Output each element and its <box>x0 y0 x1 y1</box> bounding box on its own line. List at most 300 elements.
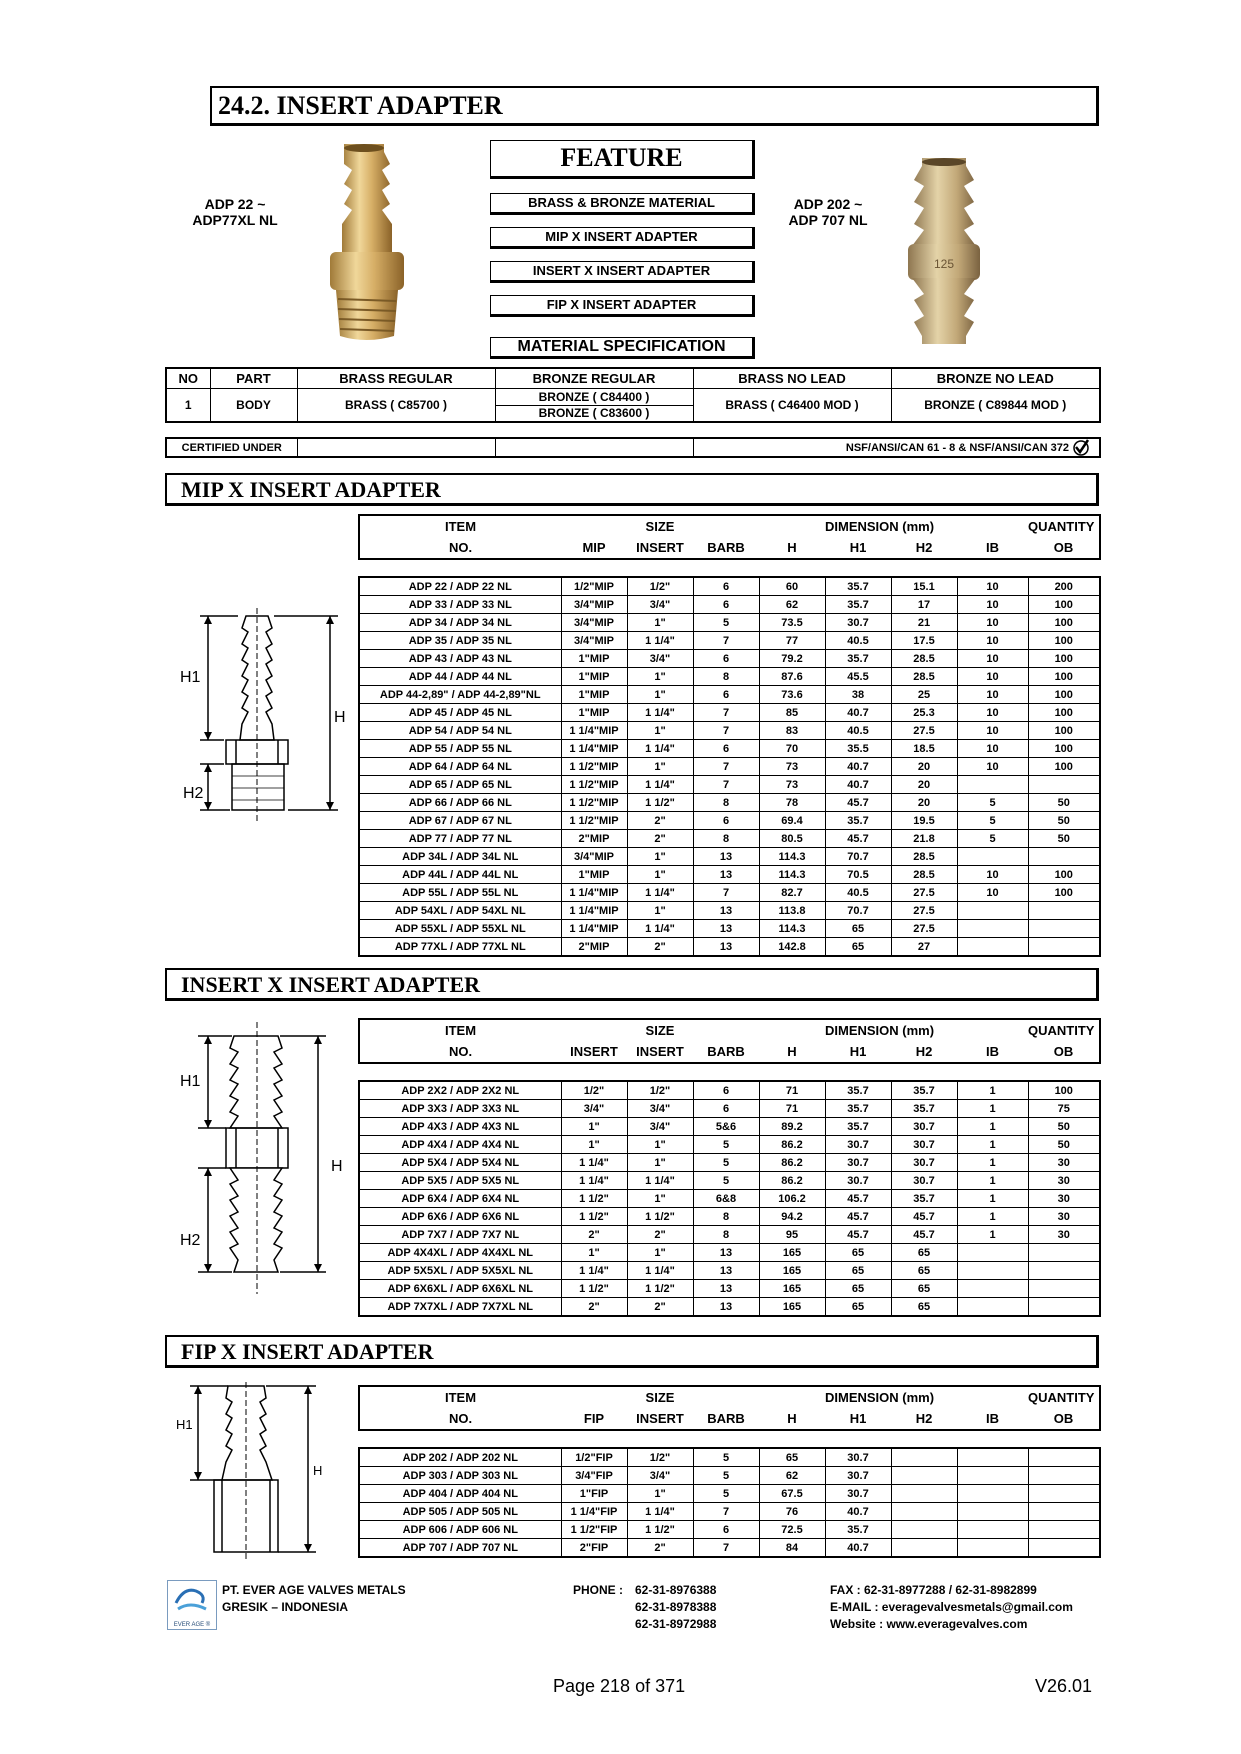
table-cell: 10 <box>957 740 1028 758</box>
page-title-box <box>210 86 1099 126</box>
table-cell: 8 <box>693 1208 759 1226</box>
col-header: H2 <box>915 1411 933 1426</box>
table-cell: 35.7 <box>825 596 891 614</box>
table-cell: 1 1/4" <box>561 1172 627 1190</box>
table-cell: 8 <box>693 830 759 848</box>
table-cell <box>957 1503 1028 1521</box>
header-quantity: QUANTITY <box>1028 1390 1095 1405</box>
table-cell: 7 <box>693 632 759 650</box>
table-cell: 3/4"FIP <box>561 1467 627 1485</box>
table-row <box>359 1208 1100 1226</box>
email-link[interactable]: E-MAIL : everagevalvesmetals@gmail.com <box>830 1600 1073 1614</box>
col-header: INSERT <box>636 540 684 555</box>
table-cell: 89.2 <box>759 1118 825 1136</box>
table-cell: 5 <box>693 1136 759 1154</box>
table-cell: 72.5 <box>759 1521 825 1539</box>
table-cell: 6 <box>693 650 759 668</box>
table-row <box>359 776 1100 794</box>
table-cell: 1" <box>561 1244 627 1262</box>
table-cell: 20 <box>891 758 957 776</box>
table-cell: 1 <box>957 1100 1028 1118</box>
col-header: BRASS REGULAR <box>297 368 495 388</box>
table-cell: 6 <box>693 686 759 704</box>
table-cell: 1 <box>957 1154 1028 1172</box>
col-header: INSERT <box>636 1411 684 1426</box>
table-cell: 86.2 <box>759 1154 825 1172</box>
table-cell: 1 1/2"MIP <box>561 794 627 812</box>
certified-label: CERTIFIED UNDER <box>166 438 297 457</box>
table-cell: 1" <box>627 686 693 704</box>
table-cell: 20 <box>891 794 957 812</box>
col-header: BRONZE NO LEAD <box>891 368 1100 388</box>
item-number-cell: ADP 5X5 / ADP 5X5 NL <box>359 1172 561 1190</box>
item-number-cell: ADP 77 / ADP 77 NL <box>359 830 561 848</box>
table-cell: 5 <box>957 830 1028 848</box>
table-cell: 1 1/2"MIP <box>561 812 627 830</box>
table-cell: 38 <box>825 686 891 704</box>
table-cell: 65 <box>759 1448 825 1467</box>
item-number-cell: ADP 4X4 / ADP 4X4 NL <box>359 1136 561 1154</box>
table-cell: 1 <box>957 1081 1028 1100</box>
table-cell: 35.7 <box>825 577 891 596</box>
table-cell: 35.7 <box>891 1100 957 1118</box>
insert-table-header <box>358 1018 1101 1064</box>
table-cell: 65 <box>825 1280 891 1298</box>
table-cell: 70.5 <box>825 866 891 884</box>
table-cell: 1 <box>957 1208 1028 1226</box>
table-row <box>359 632 1100 650</box>
item-number-cell: ADP 4X4XL / ADP 4X4XL NL <box>359 1244 561 1262</box>
table-cell: 1 1/2" <box>561 1190 627 1208</box>
feature-item: INSERT X INSERT ADAPTER <box>490 261 755 283</box>
table-cell: 1" <box>627 1190 693 1208</box>
table-row <box>359 794 1100 812</box>
mip-table <box>358 576 1101 957</box>
table-cell: 30.7 <box>825 1448 891 1467</box>
table-row <box>359 1172 1100 1190</box>
table-cell <box>957 1448 1028 1467</box>
table-cell: 5 <box>693 614 759 632</box>
table-cell: 35.7 <box>825 1100 891 1118</box>
table-cell: 6 <box>693 740 759 758</box>
table-cell: 13 <box>693 848 759 866</box>
material-spec-heading: MATERIAL SPECIFICATION <box>490 337 755 359</box>
table-cell <box>891 1467 957 1485</box>
table-cell: 2" <box>561 1226 627 1244</box>
table-cell: 1" <box>627 1154 693 1172</box>
table-cell: 1 1/2" <box>627 1208 693 1226</box>
table-cell: 1" <box>627 1136 693 1154</box>
table-cell: 50 <box>1028 794 1100 812</box>
phone-label: PHONE : <box>573 1583 624 1597</box>
table-cell: 7 <box>693 758 759 776</box>
table-cell: 45.7 <box>825 1226 891 1244</box>
table-cell: 1 <box>957 1226 1028 1244</box>
right-product-label: ADP 202 ~ ADP 707 NL <box>788 196 868 228</box>
certified-table <box>165 437 1101 458</box>
item-number-cell: ADP 5X5XL / ADP 5X5XL NL <box>359 1262 561 1280</box>
col-header: MIP <box>582 540 606 555</box>
table-cell: 2"MIP <box>561 938 627 957</box>
table-cell: 45.7 <box>891 1226 957 1244</box>
table-row <box>359 650 1100 668</box>
table-row <box>359 1118 1100 1136</box>
table-cell: 13 <box>693 938 759 957</box>
col-header: INSERT <box>636 1044 684 1059</box>
table-cell: 85 <box>759 704 825 722</box>
table-cell: 27.5 <box>891 884 957 902</box>
table-cell <box>1028 1298 1100 1317</box>
table-cell: 1 1/2"FIP <box>561 1521 627 1539</box>
material-part: BODY <box>210 388 297 422</box>
table-cell: 1 1/2"MIP <box>561 758 627 776</box>
svg-text:125: 125 <box>933 257 955 271</box>
table-cell: 45.5 <box>825 668 891 686</box>
feature-item: BRASS & BRONZE MATERIAL <box>490 193 755 215</box>
table-cell <box>1028 776 1100 794</box>
table-cell: 28.5 <box>891 668 957 686</box>
item-number-cell: ADP 34L / ADP 34L NL <box>359 848 561 866</box>
table-cell: 65 <box>825 938 891 957</box>
table-cell: 5 <box>693 1467 759 1485</box>
table-cell: 50 <box>1028 1136 1100 1154</box>
item-number-cell: ADP 43 / ADP 43 NL <box>359 650 561 668</box>
table-cell: 10 <box>957 758 1028 776</box>
table-cell: 35.7 <box>891 1190 957 1208</box>
table-row <box>359 1539 1100 1558</box>
table-cell: 13 <box>693 866 759 884</box>
table-cell: 3/4" <box>627 650 693 668</box>
item-number-cell: ADP 22 / ADP 22 NL <box>359 577 561 596</box>
table-row <box>359 1081 1100 1100</box>
insert-section-title: INSERT X INSERT ADAPTER <box>181 972 481 997</box>
table-cell: 100 <box>1028 704 1100 722</box>
col-header: OB <box>1053 540 1074 555</box>
table-cell: 165 <box>759 1244 825 1262</box>
table-cell: 1/2" <box>561 1081 627 1100</box>
material-no: 1 <box>166 388 210 422</box>
table-cell: 100 <box>1028 668 1100 686</box>
table-cell: 13 <box>693 1280 759 1298</box>
table-cell: 1" <box>561 1136 627 1154</box>
table-cell: 1/2" <box>627 577 693 596</box>
table-cell: 65 <box>825 920 891 938</box>
table-cell: 1 1/4" <box>561 1262 627 1280</box>
table-cell: 1/2"MIP <box>561 577 627 596</box>
table-cell: 21.8 <box>891 830 957 848</box>
table-cell: 10 <box>957 668 1028 686</box>
table-cell: 73 <box>759 758 825 776</box>
table-cell: 6 <box>693 596 759 614</box>
table-cell: 27.5 <box>891 722 957 740</box>
table-cell: 30.7 <box>891 1136 957 1154</box>
table-cell: 77 <box>759 632 825 650</box>
table-cell: 1 1/4"MIP <box>561 902 627 920</box>
table-cell: 1"FIP <box>561 1485 627 1503</box>
col-header: PART <box>210 368 297 388</box>
fip-section-title: FIP X INSERT ADAPTER <box>181 1339 434 1364</box>
table-cell: 73.6 <box>759 686 825 704</box>
table-cell: 1 1/4" <box>627 740 693 758</box>
company-name: PT. EVER AGE VALVES METALS <box>222 1583 406 1597</box>
table-cell: 100 <box>1028 1081 1100 1100</box>
table-cell: 3/4" <box>627 1100 693 1118</box>
fip-section-title-box <box>165 1335 1099 1368</box>
table-cell: 82.7 <box>759 884 825 902</box>
table-cell: 35.7 <box>825 1521 891 1539</box>
table-row <box>359 920 1100 938</box>
table-cell: 10 <box>957 866 1028 884</box>
phone-number: 62-31-8976388 <box>635 1583 717 1597</box>
table-cell: 75 <box>1028 1100 1100 1118</box>
table-cell: 1" <box>627 758 693 776</box>
table-cell: 10 <box>957 596 1028 614</box>
table-cell <box>1028 920 1100 938</box>
table-cell: 65 <box>891 1244 957 1262</box>
table-row <box>359 1280 1100 1298</box>
insert-dimension-diagram <box>178 1022 348 1294</box>
col-header: NO. <box>448 540 473 555</box>
table-cell: 1 1/2"MIP <box>561 776 627 794</box>
check-circle-icon <box>1071 439 1091 457</box>
table-cell: 28.5 <box>891 848 957 866</box>
table-cell: 65 <box>825 1298 891 1317</box>
table-cell: 7 <box>693 884 759 902</box>
table-cell <box>957 1521 1028 1539</box>
item-number-cell: ADP 54XL / ADP 54XL NL <box>359 902 561 920</box>
fip-table-header <box>358 1385 1101 1431</box>
table-row <box>359 812 1100 830</box>
item-number-cell: ADP 202 / ADP 202 NL <box>359 1448 561 1467</box>
brass-regular-value: BRASS ( C85700 ) <box>297 388 495 422</box>
table-cell: 21 <box>891 614 957 632</box>
feature-item: MIP X INSERT ADAPTER <box>490 227 755 249</box>
table-cell: 65 <box>891 1298 957 1317</box>
item-number-cell: ADP 64 / ADP 64 NL <box>359 758 561 776</box>
table-cell: 3/4"MIP <box>561 848 627 866</box>
table-cell: 28.5 <box>891 866 957 884</box>
table-cell: 106.2 <box>759 1190 825 1208</box>
table-cell: 1 1/4" <box>627 704 693 722</box>
table-cell: 19.5 <box>891 812 957 830</box>
table-cell <box>957 1280 1028 1298</box>
item-number-cell: ADP 505 / ADP 505 NL <box>359 1503 561 1521</box>
table-cell: 2" <box>627 812 693 830</box>
table-cell: 5 <box>693 1154 759 1172</box>
table-cell: 17 <box>891 596 957 614</box>
table-cell: 35.7 <box>825 812 891 830</box>
item-number-cell: ADP 55 / ADP 55 NL <box>359 740 561 758</box>
col-header: OB <box>1053 1411 1074 1426</box>
item-number-cell: ADP 77XL / ADP 77XL NL <box>359 938 561 957</box>
table-row <box>359 704 1100 722</box>
brass-no-lead-value: BRASS ( C46400 MOD ) <box>693 388 891 422</box>
item-number-cell: ADP 44L / ADP 44L NL <box>359 866 561 884</box>
table-row <box>359 1298 1100 1317</box>
item-number-cell: ADP 65 / ADP 65 NL <box>359 776 561 794</box>
col-header: BRONZE REGULAR <box>495 368 693 388</box>
table-cell: 3/4" <box>627 1118 693 1136</box>
table-cell: 30 <box>1028 1208 1100 1226</box>
header-size: SIZE <box>645 519 675 534</box>
table-row <box>359 866 1100 884</box>
table-cell: 1 1/4" <box>627 1172 693 1190</box>
header-quantity: QUANTITY <box>1028 519 1095 534</box>
table-cell: 65 <box>891 1280 957 1298</box>
table-cell: 2" <box>627 938 693 957</box>
table-cell <box>957 902 1028 920</box>
col-header: H <box>787 540 797 555</box>
website-link[interactable]: Website : www.everagevalves.com <box>830 1617 1028 1631</box>
table-row <box>359 1136 1100 1154</box>
table-cell: 60 <box>759 577 825 596</box>
table-cell: 5 <box>693 1172 759 1190</box>
mip-dimension-diagram <box>178 608 348 824</box>
table-cell <box>1028 938 1100 957</box>
table-row <box>359 830 1100 848</box>
table-cell: 6 <box>693 1521 759 1539</box>
table-cell: 79.2 <box>759 650 825 668</box>
insert-section-title-box <box>165 968 1099 1001</box>
table-cell <box>891 1448 957 1467</box>
table-cell: 84 <box>759 1539 825 1558</box>
table-cell: 100 <box>1028 722 1100 740</box>
table-cell: 6&8 <box>693 1190 759 1208</box>
feature-heading: FEATURE <box>560 143 683 172</box>
table-cell: 30 <box>1028 1172 1100 1190</box>
table-cell: 13 <box>693 1298 759 1317</box>
table-cell: 1 1/4" <box>627 920 693 938</box>
table-cell <box>957 1244 1028 1262</box>
item-number-cell: ADP 7X7XL / ADP 7X7XL NL <box>359 1298 561 1317</box>
col-header: NO. <box>448 1044 473 1059</box>
table-row <box>359 1190 1100 1208</box>
table-cell: 65 <box>825 1262 891 1280</box>
table-cell <box>891 1521 957 1539</box>
table-cell <box>1028 1521 1100 1539</box>
table-cell: 165 <box>759 1298 825 1317</box>
table-cell: 70 <box>759 740 825 758</box>
header-size: SIZE <box>645 1023 675 1038</box>
table-row <box>359 758 1100 776</box>
table-cell: 200 <box>1028 577 1100 596</box>
bronze-no-lead-value: BRONZE ( C89844 MOD ) <box>891 388 1100 422</box>
table-cell: 1 1/4" <box>627 776 693 794</box>
table-cell: 1 1/2" <box>627 1280 693 1298</box>
item-number-cell: ADP 6X6 / ADP 6X6 NL <box>359 1208 561 1226</box>
wave-logo-icon <box>168 1581 216 1617</box>
table-cell <box>957 1539 1028 1558</box>
left-product-image <box>312 144 416 344</box>
item-number-cell: ADP 67 / ADP 67 NL <box>359 812 561 830</box>
table-cell: 3/4"MIP <box>561 632 627 650</box>
version-label: V26.01 <box>1035 1676 1093 1696</box>
item-number-cell: ADP 34 / ADP 34 NL <box>359 614 561 632</box>
table-cell: 10 <box>957 614 1028 632</box>
table-cell: 1 <box>957 1190 1028 1208</box>
table-cell: 3/4" <box>561 1100 627 1118</box>
item-number-cell: ADP 66 / ADP 66 NL <box>359 794 561 812</box>
item-number-cell: ADP 55L / ADP 55L NL <box>359 884 561 902</box>
table-cell: 1"MIP <box>561 866 627 884</box>
table-cell: 6 <box>693 812 759 830</box>
table-cell: 3/4"MIP <box>561 614 627 632</box>
table-cell: 67.5 <box>759 1485 825 1503</box>
table-cell: 69.4 <box>759 812 825 830</box>
table-cell: 95 <box>759 1226 825 1244</box>
item-number-cell: ADP 2X2 / ADP 2X2 NL <box>359 1081 561 1100</box>
table-cell: 100 <box>1028 866 1100 884</box>
col-header: IB <box>986 1411 999 1426</box>
table-cell: 30.7 <box>825 1172 891 1190</box>
table-row <box>359 1244 1100 1262</box>
item-number-cell: ADP 606 / ADP 606 NL <box>359 1521 561 1539</box>
table-cell: 10 <box>957 704 1028 722</box>
table-cell: 17.5 <box>891 632 957 650</box>
table-row <box>359 1467 1100 1485</box>
table-cell: 1" <box>627 1485 693 1503</box>
col-header: IB <box>986 1044 999 1059</box>
table-cell: 28.5 <box>891 650 957 668</box>
table-cell <box>957 1262 1028 1280</box>
table-cell: 50 <box>1028 830 1100 848</box>
item-number-cell: ADP 45 / ADP 45 NL <box>359 704 561 722</box>
table-cell <box>957 938 1028 957</box>
bronze-regular-value-2: BRONZE ( C83600 ) <box>495 405 693 422</box>
table-cell: 1 1/2" <box>561 1208 627 1226</box>
col-header: H1 <box>849 1411 867 1426</box>
table-cell: 2"FIP <box>561 1539 627 1558</box>
table-cell: 1 1/4" <box>627 632 693 650</box>
item-number-cell: ADP 44-2,89" / ADP 44-2,89"NL <box>359 686 561 704</box>
table-cell: 27.5 <box>891 920 957 938</box>
table-cell: 62 <box>759 1467 825 1485</box>
table-cell: 94.2 <box>759 1208 825 1226</box>
table-cell: 114.3 <box>759 920 825 938</box>
table-cell: 7 <box>693 776 759 794</box>
table-cell: 40.5 <box>825 722 891 740</box>
table-cell <box>1028 1503 1100 1521</box>
table-row <box>359 722 1100 740</box>
mip-section-title: MIP X INSERT ADAPTER <box>181 477 441 502</box>
table-row <box>359 1100 1100 1118</box>
mip-diagram-h-label: H <box>334 709 346 726</box>
company-logo <box>167 1580 217 1630</box>
item-number-cell: ADP 6X6XL / ADP 6X6XL NL <box>359 1280 561 1298</box>
table-cell: 2"MIP <box>561 830 627 848</box>
table-cell: 1 1/2" <box>561 1280 627 1298</box>
table-row <box>359 938 1100 957</box>
table-cell: 1 1/4"FIP <box>561 1503 627 1521</box>
table-cell: 20 <box>891 776 957 794</box>
table-cell: 7 <box>693 722 759 740</box>
item-number-cell: ADP 707 / ADP 707 NL <box>359 1539 561 1558</box>
table-cell: 1 1/4" <box>627 1262 693 1280</box>
table-cell: 6 <box>693 1081 759 1100</box>
col-header: IB <box>986 540 999 555</box>
table-cell: 1 1/2" <box>627 1521 693 1539</box>
table-cell: 10 <box>957 650 1028 668</box>
feature-heading-box <box>490 140 755 179</box>
table-cell: 5 <box>957 794 1028 812</box>
table-cell: 45.7 <box>825 1190 891 1208</box>
col-header: BARB <box>707 1411 745 1426</box>
table-cell: 71 <box>759 1081 825 1100</box>
table-row <box>359 614 1100 632</box>
table-cell: 8 <box>693 794 759 812</box>
table-cell: 1 1/4"MIP <box>561 740 627 758</box>
table-cell: 50 <box>1028 1118 1100 1136</box>
